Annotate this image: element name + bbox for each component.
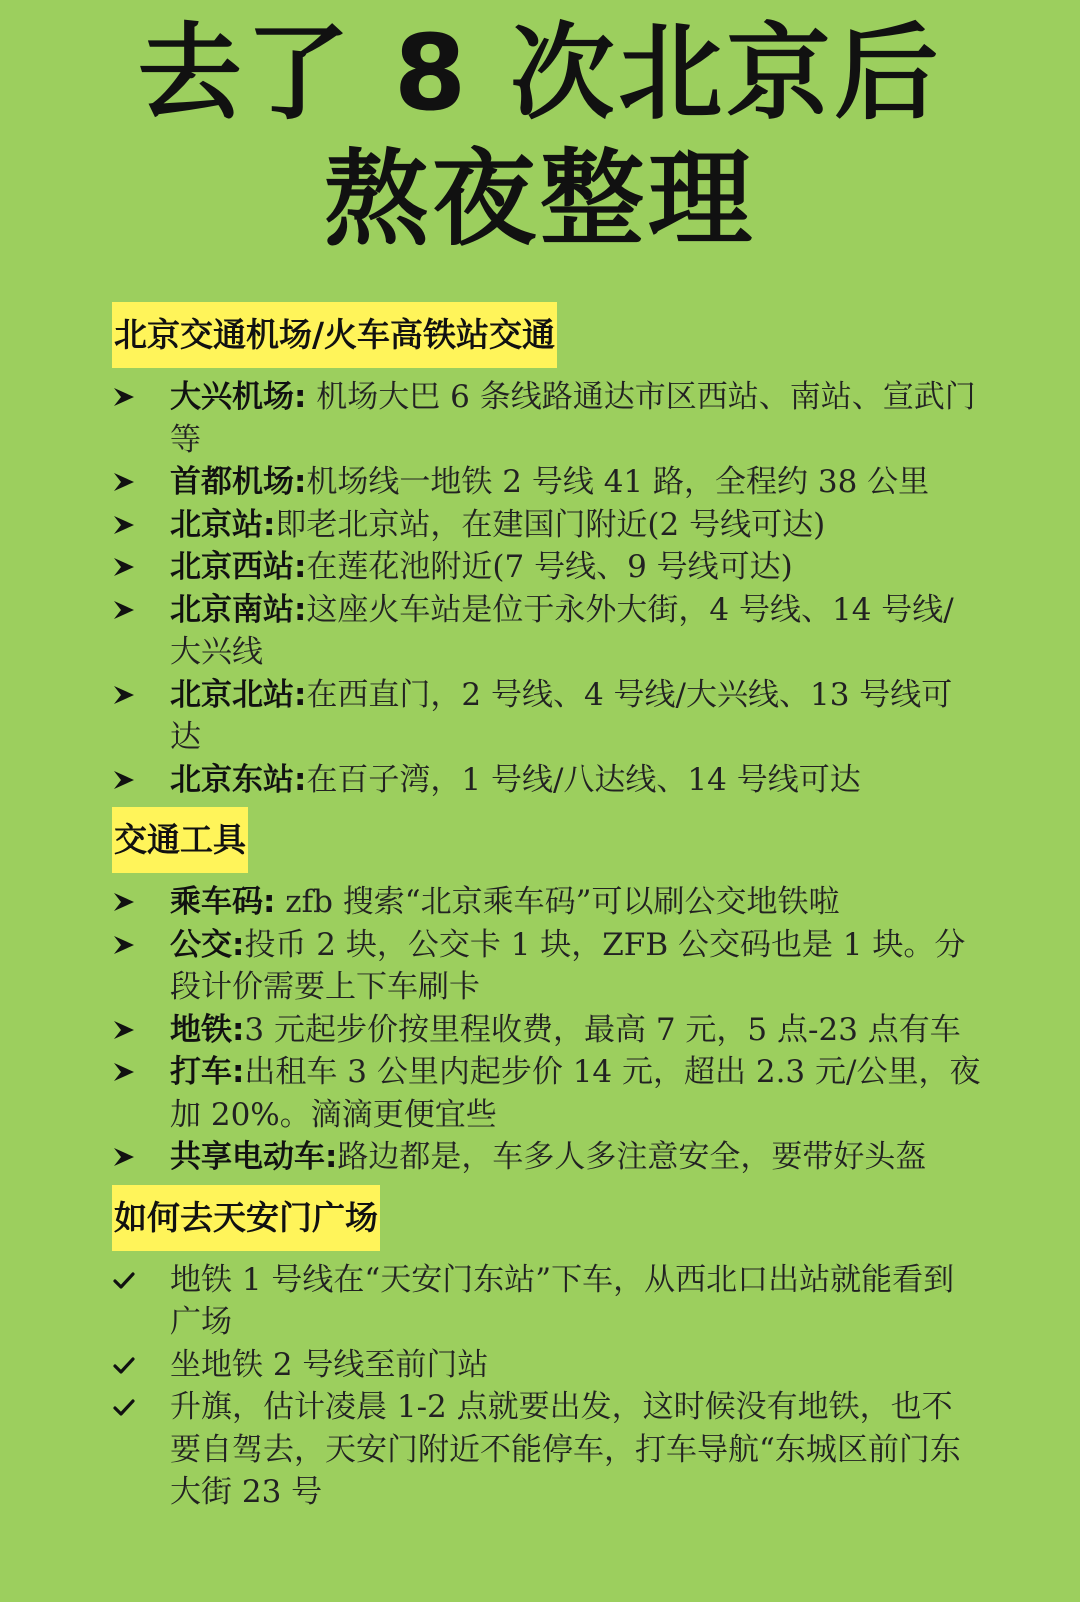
bullet-list	[112, 881, 982, 1179]
item-text: 在莲花池附近(7 号线、9 号线可达)	[306, 549, 793, 585]
item-text: 出租车 3 公里内起步价 14 元，超出 2.3 元/公里，夜加 20%。滴滴更便宜些	[170, 1054, 981, 1133]
check-list	[112, 1259, 982, 1514]
bullet-list	[112, 376, 982, 801]
section-transport-tools	[112, 807, 982, 1179]
item-text: 3 元起步价按里程收费，最高 7 元，5 点-23 点有车	[244, 1011, 961, 1048]
item-label: 首都机场:	[170, 464, 307, 500]
list-item	[112, 1009, 982, 1052]
arrow-bullet-icon	[112, 1051, 142, 1093]
arrow-bullet-icon	[112, 1009, 142, 1051]
item-text: 在西直门，2 号线、4 号线/大兴线、13 号线可达	[170, 676, 953, 755]
item-label: 公交:	[170, 926, 245, 963]
list-item	[112, 461, 982, 504]
check-icon	[112, 1344, 142, 1386]
arrow-bullet-icon	[112, 881, 142, 923]
item-label: 北京北站:	[170, 676, 307, 713]
arrow-bullet-icon	[112, 759, 142, 801]
arrow-bullet-icon	[112, 504, 142, 546]
list-item	[112, 1344, 982, 1387]
arrow-bullet-icon	[112, 546, 142, 588]
item-text: 坐地铁 2 号线至前门站	[170, 1346, 489, 1383]
section-heading: 如何去天安门广场	[112, 1185, 380, 1251]
list-item	[112, 504, 982, 547]
section-heading: 北京交通机场/火车高铁站交通	[112, 302, 557, 368]
item-text: 在百子湾，1 号线/八达线、14 号线可达	[306, 761, 861, 798]
list-item	[112, 759, 982, 802]
item-text: 机场大巴 6 条线路通达市区西站、南站、宣武门等	[170, 379, 976, 458]
page-title	[0, 10, 1080, 262]
check-icon	[112, 1259, 142, 1301]
list-item	[112, 674, 982, 759]
title-line-2: 熬夜整理	[323, 138, 756, 260]
item-text: 升旗，估计凌晨 1-2 点就要出发，这时候没有地铁，也不要自驾去，天安门附近不能停车，打车导航“东城区前门东大街 23 号	[170, 1389, 961, 1510]
item-label: 乘车码:	[170, 884, 276, 920]
content	[112, 302, 982, 1520]
item-label: 北京西站:	[170, 549, 307, 585]
list-item	[112, 1259, 982, 1344]
list-item	[112, 546, 982, 589]
item-label: 北京南站:	[170, 591, 307, 628]
arrow-bullet-icon	[112, 461, 142, 503]
item-label: 地铁:	[170, 1011, 245, 1048]
list-item	[112, 924, 982, 1009]
item-text: 即老北京站，在建国门附近(2 号线可达)	[275, 506, 826, 543]
list-item	[112, 376, 982, 461]
arrow-bullet-icon	[112, 924, 142, 966]
check-icon	[112, 1386, 142, 1428]
item-label: 北京站:	[170, 506, 276, 543]
item-text: zfb 搜索“北京乘车码”可以刷公交地铁啦	[275, 884, 840, 920]
list-item	[112, 881, 982, 924]
item-label: 大兴机场:	[170, 379, 307, 415]
item-text: 投币 2 块，公交卡 1 块，ZFB 公交码也是 1 块。分段计价需要上下车刷卡	[170, 926, 966, 1005]
title-line-1: 去了 8 次北京后	[137, 12, 943, 134]
section-tiananmen	[112, 1185, 982, 1514]
item-label: 共享电动车:	[170, 1139, 338, 1175]
item-label: 北京东站:	[170, 761, 307, 798]
arrow-bullet-icon	[112, 1136, 142, 1178]
list-item	[112, 589, 982, 674]
item-label: 打车:	[170, 1054, 245, 1090]
arrow-bullet-icon	[112, 589, 142, 631]
arrow-bullet-icon	[112, 674, 142, 716]
item-text: 路边都是，车多人多注意安全，要带好头盔	[337, 1139, 927, 1175]
list-item	[112, 1386, 982, 1514]
section-airport-station	[112, 302, 982, 801]
item-text: 这座火车站是位于永外大街，4 号线、14 号线/大兴线	[170, 591, 954, 670]
list-item	[112, 1051, 982, 1136]
item-text: 地铁 1 号线在“天安门东站”下车，从西北口出站就能看到广场	[170, 1261, 955, 1340]
section-heading: 交通工具	[112, 807, 248, 873]
list-item	[112, 1136, 982, 1179]
arrow-bullet-icon	[112, 376, 142, 418]
item-text: 机场线一地铁 2 号线 41 路，全程约 38 公里	[306, 464, 930, 500]
